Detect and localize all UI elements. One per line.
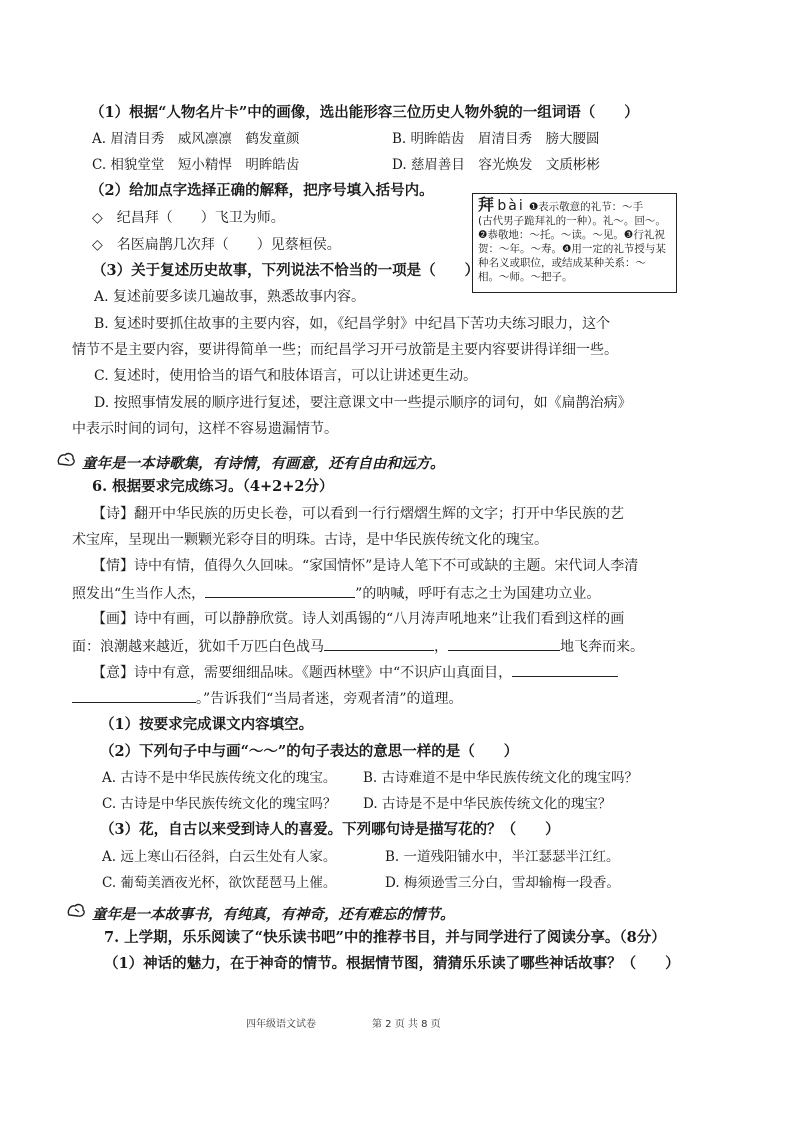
q5-sub1-stem: （1）根据“人物名片卡”中的画像，选出能形容三位历史人物外貌的一组词语（ ） xyxy=(90,104,639,121)
q5-sub3-option-d-line1: D. 按照事情发展的顺序进行复述，要注意课文中一些提示顺序的词句，如《扁鹊治病》 xyxy=(94,395,632,411)
dict-line6: 相。～师。～把子。 xyxy=(478,271,573,283)
blank-3[interactable] xyxy=(448,636,560,651)
pencil-icon xyxy=(66,901,88,919)
q6-sub2-option-a: A. 古诗不是中华民族传统文化的瑰宝。 xyxy=(102,770,337,786)
q6-sub2-option-c: C. 古诗是中华民族传统文化的瑰宝吗？ xyxy=(102,796,337,812)
q5-sub3-option-c: C. 复述时，使用恰当的语气和肢体语言，可以让讲述更生动。 xyxy=(94,368,478,384)
blank-4[interactable] xyxy=(512,662,618,677)
section-banner-stories: 童年是一本故事书，有纯真，有神奇，还有难忘的情节。 xyxy=(92,906,455,923)
q7-title: 7. 上学期，乐乐阅读了“快乐读书吧”中的推荐书目，并与同学进行了阅读分享。（8分） xyxy=(104,929,666,946)
q5-sub2-item2: ◇ 名医扁鹊几次拜（ ）见蔡桓侯。 xyxy=(92,237,341,253)
q6-sub3-option-d: D. 梅须逊雪三分白，雪却输梅一段香。 xyxy=(385,875,620,891)
blank-2[interactable] xyxy=(324,636,434,651)
q5-sub1-option-b: B. 明眸皓齿 眉清目秀 膀大腰圆 xyxy=(392,131,600,147)
q5-sub2-stem: （2）给加点字选择正确的解释，把序号填入括号内。 xyxy=(90,182,434,199)
q5-sub3-stem: （3）关于复述历史故事，下列说法不恰当的一项是（ ） xyxy=(92,262,480,279)
q6-title: 6. 根据要求完成练习。（4+2+2分） xyxy=(92,478,334,495)
blank-1[interactable] xyxy=(205,583,355,598)
q5-sub1-option-d: D. 慈眉善目 容光焕发 文质彬彬 xyxy=(392,157,600,173)
dict-line1: ❶表示敬意的礼节：～手 xyxy=(528,201,644,213)
q6-hua-line2: 面：浪潮越来越近，犹如千万匹白色战马 ， 地飞奔而来。 xyxy=(72,636,644,656)
q5-sub2-item1: ◇ 纪昌拜（ ）飞卫为师。 xyxy=(92,210,285,226)
dict-line4: 贺：～年。～寿。❹用一定的礼节授与某 xyxy=(478,243,666,255)
q5-sub3-option-d-line2: 中表示时间的词句，这样不容易遗漏情节。 xyxy=(72,421,338,437)
dict-character: 拜 xyxy=(478,195,495,214)
q6-sub1: （1）按要求完成课文内容填空。 xyxy=(100,716,314,733)
q6-sub2: （2）下列句子中与画“～～”的句子表达的意思一样的是（ ） xyxy=(100,743,519,760)
q5-sub3-option-b-line1: B. 复述时要抓住故事的主要内容，如，《纪昌学射》中纪昌下苦功夫练习眼力，这个 xyxy=(94,316,611,332)
footer-page-number: 第 2 页 共 8 页 xyxy=(372,1019,441,1030)
q5-sub1-option-c: C. 相貌堂堂 短小精悍 明眸皓齿 xyxy=(92,157,300,173)
q6-hua-line1: 【画】诗中有画，可以静静欣赏。诗人刘禹锡的“八月涛声吼地来”让我们看到这样的画 xyxy=(92,611,625,627)
pencil-icon xyxy=(56,450,78,468)
q6-yi-line1: 【意】诗中有意，需要细细品味。《题西林壁》中“不识庐山真面目， xyxy=(92,662,618,682)
q6-yi-line2: 。”告诉我们“当局者迷，旁观者清”的道理。 xyxy=(72,688,462,708)
q6-sub3-option-b: B. 一道残阳铺水中，半江瑟瑟半江红。 xyxy=(385,849,620,865)
q5-sub3-option-a: A. 复述前要多读几遍故事，熟悉故事内容。 xyxy=(94,289,366,305)
dict-line3: ❷恭敬地：～托。～读。～见。❸行礼祝 xyxy=(478,229,665,241)
q6-qing-line1: 【情】诗中有情，值得久久回味。“家国情怀”是诗人笔下不可或缺的主题。宋代词人李清 xyxy=(92,558,639,574)
q6-shi-line1: 【诗】翻开中华民族的历史长卷，可以看到一行行熠熠生辉的文字；打开中华民族的艺 xyxy=(92,506,624,522)
q6-sub3-option-c: C. 葡萄美酒夜光杯，欲饮琵琶马上催。 xyxy=(102,875,337,891)
dict-line2: (古代男子跪拜礼的一种）。礼～。回～。 xyxy=(478,215,666,227)
q6-shi-line2: 术宝库，呈现出一颗颗光彩夺目的明珠。古诗，是中华民族传统文化的瑰宝。 xyxy=(72,532,548,548)
q6-sub2-option-d: D. 古诗是不是中华民族传统文化的瑰宝？ xyxy=(363,796,612,812)
q6-sub2-option-b: B. 古诗难道不是中华民族传统文化的瑰宝吗？ xyxy=(363,770,639,786)
q6-qing-line2: 照发出“生当作人杰， ”的呐喊，呼吁有志之士为国建功立业。 xyxy=(72,583,600,603)
q7-sub1: （1）神话的魅力，在于神奇的情节。根据情节图，猜猜乐乐读了哪些神话故事？（ ） xyxy=(104,955,680,972)
q5-sub3-option-b-line2: 情节不是主要内容，要讲得简单一些；而纪昌学习开弓放箭是主要内容要讲得详细一些。 xyxy=(72,342,618,358)
q6-sub3-option-a: A. 远上寒山石径斜，白云生处有人家。 xyxy=(102,849,337,865)
section-banner-poetry: 童年是一本诗歌集，有诗情，有画意，还有自由和远方。 xyxy=(82,455,445,472)
blank-5[interactable] xyxy=(72,688,196,703)
dict-line5: 种名义或职位，或结成某种关系：～ xyxy=(478,257,646,269)
q6-sub3: （3）花，自古以来受到诗人的喜爱。下列哪句诗是描写花的？（ ） xyxy=(100,821,560,838)
dict-pinyin: bài xyxy=(497,198,525,214)
q5-sub1-option-a: A. 眉清目秀 威风凛凛 鹤发童颜 xyxy=(92,131,300,147)
footer-exam-name: 四年级语文试卷 xyxy=(246,1019,316,1030)
dictionary-entry-box xyxy=(472,193,677,293)
